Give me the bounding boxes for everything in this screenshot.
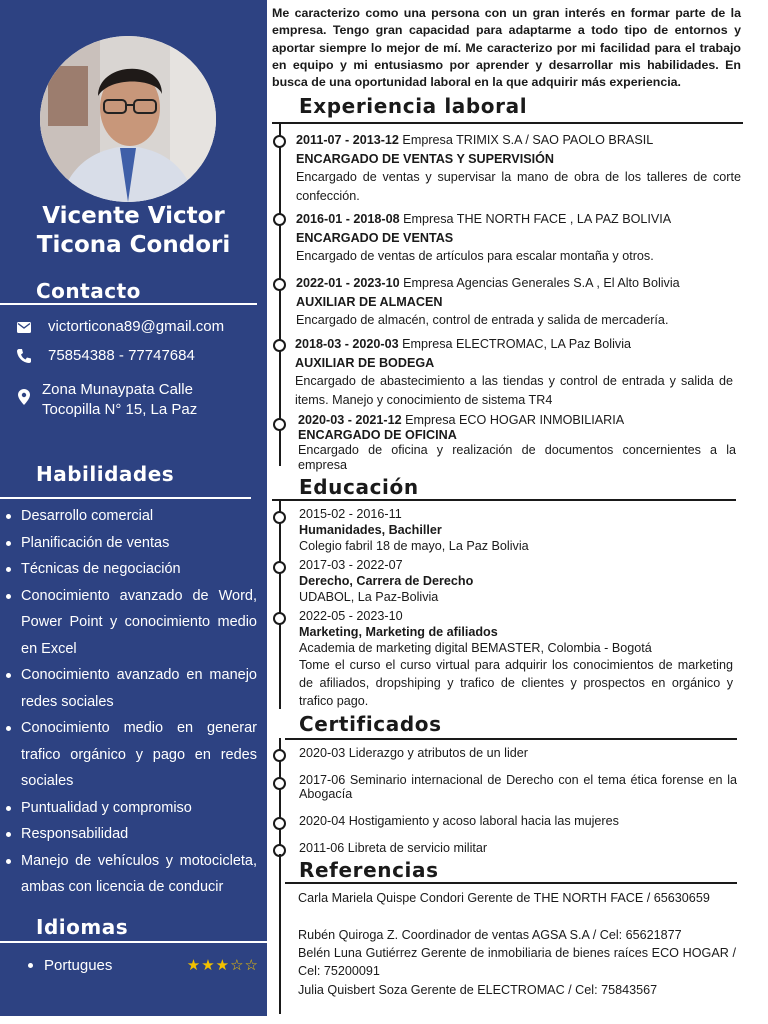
certificate-item: 2020-04 Hostigamiento y acoso laboral hacia las mujeres — [299, 814, 619, 828]
language-item — [28, 957, 258, 974]
address-line-2: Tocopilla N° 15, La Paz — [42, 401, 198, 418]
experience-company: Empresa Agencias Generales S.A , El Alto Bolivia — [399, 276, 680, 290]
profile-photo — [40, 36, 216, 202]
experience-company: Empresa ELECTROMAC, LA Paz Bolivia — [398, 337, 632, 351]
timeline-node — [273, 777, 286, 790]
envelope-icon — [14, 317, 34, 337]
skills-list — [0, 503, 267, 901]
experience-company: Empresa THE NORTH FACE , LA PAZ BOLIVIA — [399, 212, 672, 226]
timeline-node — [273, 817, 286, 830]
languages-divider — [0, 941, 267, 943]
skill-item: Puntualidad y compromiso — [0, 795, 267, 822]
name-first: Vicente Victor — [42, 203, 225, 229]
contact-email — [14, 317, 248, 337]
star-icon: ☆ — [230, 957, 244, 974]
experience-divider — [272, 122, 743, 124]
reference-item: Rubén Quiroga Z. Coordinador de ventas AGSA S.A / Cel: 65621877 — [298, 928, 682, 942]
timeline-node — [273, 612, 286, 625]
experience-item — [296, 274, 741, 330]
certificates-heading: Certificados — [299, 712, 442, 736]
reference-item: Julia Quisbert Soza Gerente de ELECTROMAC / Cel: 75843567 — [298, 983, 658, 997]
experience-timeline — [279, 122, 281, 466]
name-last: Ticona Condori — [36, 232, 231, 258]
experience-item — [296, 131, 741, 205]
contact-phone — [14, 346, 248, 366]
education-heading: Educación — [299, 475, 419, 499]
education-school: UDABOL, La Paz-Bolivia — [299, 590, 439, 604]
education-dates: 2017-03 - 2022-07 — [299, 558, 403, 572]
education-degree: Derecho, Carrera de Derecho — [299, 574, 474, 588]
bullet — [28, 963, 33, 968]
education-dates: 2015-02 - 2016-11 — [299, 507, 402, 521]
references-timeline — [279, 854, 281, 1014]
experience-description: Encargado de abastecimiento a las tiendas y control de entrada y salida de items. Manejo y conocimiento de sistema TR4 — [295, 374, 733, 407]
address-line-1: Zona Munaypata Calle — [42, 381, 193, 398]
star-icon: ★ — [201, 957, 215, 974]
timeline-node — [273, 339, 286, 352]
skill-item: Técnicas de negociación — [0, 556, 267, 583]
experience-role: ENCARGADO DE VENTAS Y SUPERVISIÓN — [296, 151, 554, 166]
experience-role: ENCARGADO DE VENTAS — [296, 230, 454, 245]
certificate-item: 2020-03 Liderazgo y atributos de un lider — [299, 746, 528, 760]
star-icon: ★ — [215, 957, 230, 974]
education-divider — [272, 499, 736, 501]
skill-item: Conocimiento avanzado en manejo redes sociales — [0, 662, 267, 715]
experience-dates: 2022-01 - 2023-10 — [296, 276, 400, 290]
timeline-node — [273, 511, 286, 524]
location-pin-icon — [14, 387, 34, 407]
education-item — [299, 608, 733, 710]
experience-dates: 2011-07 - 2013-12 — [296, 133, 399, 147]
references-heading: Referencias — [299, 858, 439, 882]
experience-item — [298, 413, 736, 473]
experience-dates: 2016-01 - 2018-08 — [296, 212, 400, 226]
phone-text: 75854388 - 77747684 — [48, 347, 195, 364]
timeline-node — [273, 561, 286, 574]
skill-item: Conocimiento avanzado de Word, Power Point y conocimiento medio en Excel — [0, 583, 267, 663]
education-dates: 2022-05 - 2023-10 — [299, 609, 403, 623]
education-timeline — [279, 499, 281, 709]
language-rating — [187, 958, 258, 973]
phone-icon — [14, 346, 34, 366]
certificate-item: 2011-06 Libreta de servicio militar — [299, 841, 488, 855]
experience-item — [295, 335, 733, 409]
experience-company: Empresa ECO HOGAR INMOBILIARIA — [401, 413, 625, 427]
experience-dates: 2018-03 - 2020-03 — [295, 337, 399, 351]
profile-summary: Me caracterizo como una persona con un gran interés en formar parte de la empresa. Tengo gran capacidad para adaptarme a todo tipo de entornos y aportar siempre lo mejor de mí. Me caracterizo por mi facilidad para el trabajo en equipo y mi entusiasmo por aprender y desarrollar mis habilidades. En busca de una oportunidad laboral en la que adquirir más experiencia. — [272, 6, 741, 90]
sidebar — [0, 0, 267, 1016]
certificates-divider — [285, 738, 737, 740]
profile-photo-illustration — [40, 36, 216, 202]
timeline-node — [273, 135, 286, 148]
languages-heading: Idiomas — [36, 915, 129, 939]
education-school: Colegio fabril 18 de mayo, La Paz Bolivia — [299, 539, 529, 553]
star-icon: ★ — [186, 957, 201, 974]
star-icon: ☆ — [244, 957, 258, 974]
skills-heading: Habilidades — [36, 462, 175, 486]
contact-heading: Contacto — [36, 279, 141, 303]
education-degree: Marketing, Marketing de afiliados — [299, 625, 498, 639]
timeline-node — [273, 213, 286, 226]
experience-role: ENCARGADO DE OFICINA — [298, 428, 457, 442]
education-description: Tome el curso el curso virtual para adquirir los conocimientos de marketing de afiliados, dropshiping y trafico de clientes y prospectos en orgánico y trafico pago. — [299, 658, 733, 708]
timeline-node — [273, 278, 286, 291]
reference-item: Carla Mariela Quispe Condori Gerente de THE NORTH FACE / 65630659 — [298, 891, 710, 905]
language-name: Portugues — [44, 957, 113, 974]
skill-item: Manejo de vehículos y motocicleta, ambas con licencia de conducir — [0, 848, 267, 901]
skills-divider — [0, 497, 251, 499]
experience-description: Encargado de ventas de artículos para escalar montaña y otros. — [296, 249, 654, 263]
education-item — [299, 557, 733, 605]
contact-divider — [0, 303, 257, 305]
reference-item: Belén Luna Gutiérrez Gerente de inmobiliaria de bienes raíces ECO HOGAR / Cel: 75200091 — [298, 946, 736, 979]
experience-heading: Experiencia laboral — [299, 94, 528, 118]
experience-role: AUXILIAR DE ALMACEN — [296, 294, 443, 309]
certificate-item: 2017-06 Seminario internacional de Derecho con el tema ética forense en la Abogacía — [299, 773, 737, 801]
skill-item: Planificación de ventas — [0, 530, 267, 557]
education-school: Academia de marketing digital BEMASTER, Colombia - Bogotá — [299, 641, 652, 655]
email-text[interactable]: victorticona89@gmail.com — [48, 318, 225, 335]
experience-description: Encargado de oficina y realización de documentos concernientes a la empresa — [298, 443, 736, 472]
experience-dates: 2020-03 - 2021-12 — [298, 413, 402, 427]
skill-item: Responsabilidad — [0, 821, 267, 848]
experience-description: Encargado de almacén, control de entrada y salida de mercadería. — [296, 313, 669, 327]
references-divider — [285, 882, 737, 884]
address-text — [42, 380, 242, 420]
experience-role: AUXILIAR DE BODEGA — [295, 355, 435, 370]
contact-address — [14, 380, 242, 420]
education-item — [299, 506, 733, 554]
skill-item: Conocimiento medio en generar trafico orgánico y pago en redes sociales — [0, 715, 267, 795]
skill-item: Desarrollo comercial — [0, 503, 267, 530]
experience-item — [296, 210, 741, 266]
education-degree: Humanidades, Bachiller — [299, 523, 442, 537]
experience-company: Empresa TRIMIX S.A / SAO PAOLO BRASIL — [398, 133, 654, 147]
timeline-node — [273, 418, 286, 431]
timeline-node — [273, 749, 286, 762]
experience-description: Encargado de ventas y supervisar la mano de obra de los talleres de corte confección. — [296, 170, 741, 203]
